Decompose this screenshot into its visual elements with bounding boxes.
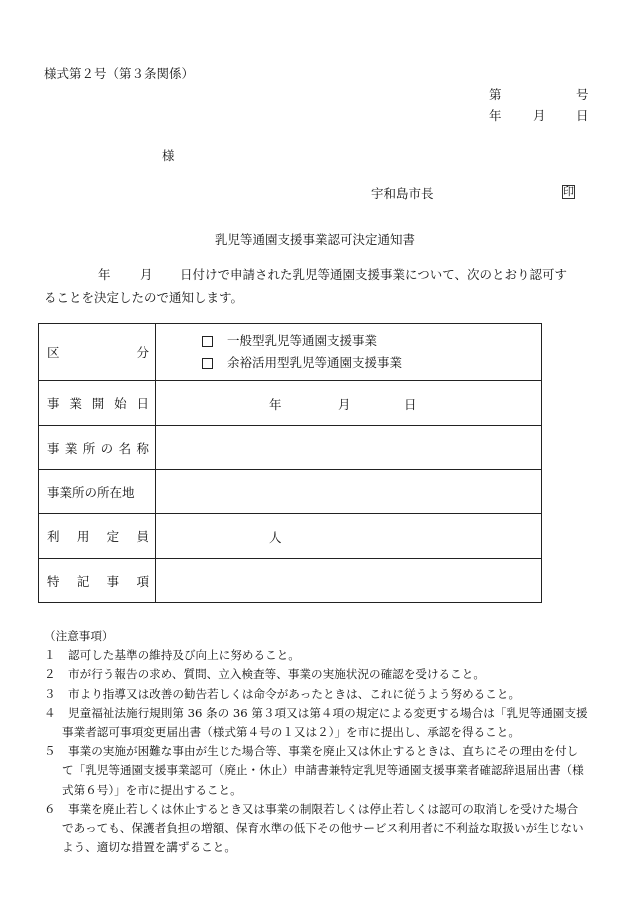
doc-number-suffix: 号 — [576, 87, 589, 102]
note-item-6: ６ 事業を廃止若しくは休止するとき又は事業の制限若しくは停止若しくは認可の取消しを受けた場合であっても、保護者負担の増額、保育水準の低下その他サービス利用者に不利益な取扱いが生じないよう、適切な措置を講ずること。 — [44, 801, 584, 855]
facility-location-label: 事業所の所在地 — [39, 470, 156, 514]
remarks-field[interactable] — [156, 559, 542, 603]
option-surplus-label: 余裕活用型乳児等通園支援事業 — [227, 355, 403, 370]
table-row-remarks — [39, 559, 542, 603]
checkbox-surplus[interactable] — [202, 358, 213, 369]
option-surplus[interactable] — [156, 352, 541, 374]
date-year: 年 — [489, 108, 502, 123]
note-item-3: ３ 市より指導又は改善の勧告若しくは命令があったときは、これに従うよう努めること。 — [44, 686, 521, 701]
category-label — [39, 324, 156, 381]
facility-name-field[interactable] — [156, 426, 542, 470]
table-row-capacity — [39, 514, 542, 559]
note-item-4: ４ 児童福祉法施行規則第 36 条の 36 第３項又は第４項の規定による変更する場合は「乳児等通園支援事業者認可事項変更届出書（様式第４号の１又は２）」を市に提出し、承認を得ること。 — [44, 705, 588, 740]
facility-location-field[interactable] — [156, 470, 542, 514]
addressee-suffix: 様 — [162, 148, 175, 163]
body-year: 年 — [98, 267, 111, 282]
start-date-field[interactable] — [156, 381, 542, 426]
table-row-facility-location — [39, 470, 542, 514]
date-month: 月 — [533, 108, 546, 123]
body-text-line2: ることを決定したので通知します。 — [44, 290, 244, 305]
option-general-label: 一般型乳児等通園支援事業 — [227, 333, 378, 348]
table-row-facility-name — [39, 426, 542, 470]
document-title: 乳児等通園支援事業認可決定通知書 — [214, 232, 415, 247]
category-options — [156, 324, 542, 381]
checkbox-general[interactable] — [202, 336, 213, 347]
date-day: 日 — [576, 108, 589, 123]
note-item-1: １ 認可した基準の維持及び向上に努めること。 — [44, 648, 300, 663]
table-row-category — [39, 324, 542, 381]
notes-heading: （注意事項） — [44, 629, 114, 643]
facility-name-label: 事 業 所 の 名 称 — [39, 426, 156, 470]
start-date-year: 年 — [269, 397, 282, 412]
approval-details-table — [38, 323, 542, 603]
start-date-label: 事 業 開 始 日 — [39, 381, 156, 426]
note-item-5: ５ 事業の実施が困難な事由が生じた場合等、事業を廃止又は休止するときは、直ちにその理由を付して「乳児等通園支援事業認可（廃止・休止）申請書兼特定乳児等通園支援事業者確認辞退届出書（様式第６号）」を市に提出すること。 — [44, 744, 584, 797]
category-label-b: 分 — [136, 345, 149, 360]
category-label-a: 区 — [47, 345, 60, 360]
capacity-unit: 人 — [269, 530, 282, 545]
table-row-start-date — [39, 381, 542, 426]
issuer-name: 宇和島市長 — [371, 186, 434, 201]
seal-mark: 印 — [563, 185, 574, 198]
doc-number-prefix: 第 — [489, 87, 502, 102]
remarks-label: 特 記 事 項 — [39, 559, 156, 603]
notes-section — [44, 627, 589, 857]
note-item-2: ２ 市が行う報告の求め、質問、立入検査等、事業の実施状況の確認を受けること。 — [44, 667, 485, 682]
start-date-month: 月 — [338, 397, 351, 412]
body-month: 月 — [140, 267, 153, 282]
capacity-label: 利 用 定 員 — [39, 514, 156, 559]
body-text: 日付けで申請された乳児等通園支援事業について、次のとおり認可す — [180, 267, 568, 282]
capacity-field[interactable] — [156, 514, 542, 559]
form-number: 様式第２号（第３条関係） — [44, 66, 195, 81]
start-date-day: 日 — [404, 397, 417, 412]
option-general[interactable] — [156, 330, 541, 352]
